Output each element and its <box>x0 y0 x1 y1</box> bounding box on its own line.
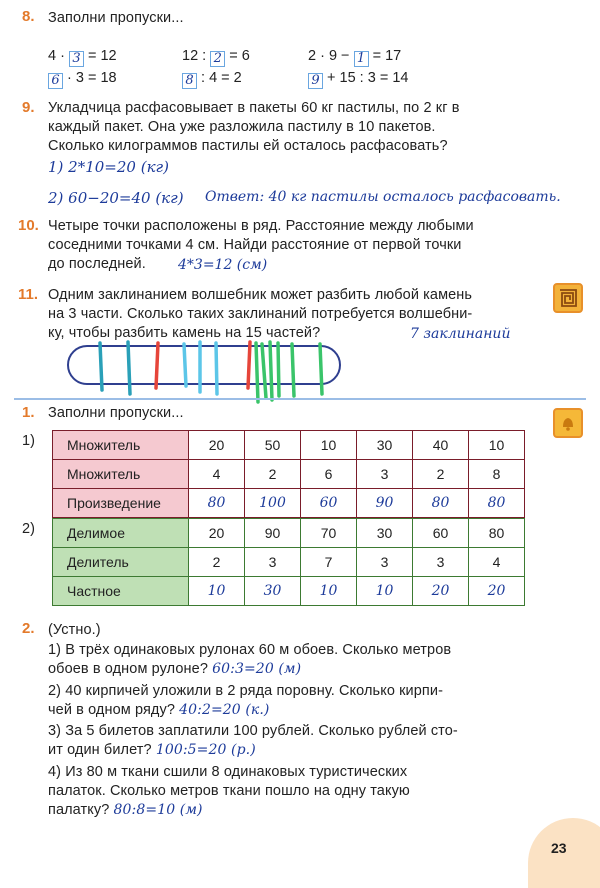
page-number: 23 <box>551 840 567 856</box>
task-11-text: Одним заклинанием волшебник может разбить любой камень на 3 части. Сколько таких заклинаний потребуется волшебни- ку, чтобы разбить камень на 15 частей? <box>48 287 473 341</box>
t2-cell[interactable]: 10 <box>301 577 357 606</box>
subtask-1-label: 1) <box>22 433 36 449</box>
t11-hw: 7 заклинаний <box>410 326 511 342</box>
task-1-number: 1. <box>22 404 35 421</box>
t8-eq-5: 8 : 4 = 2 <box>182 70 242 89</box>
t1-cell[interactable]: 90 <box>357 489 413 518</box>
t8-eq-4: 6 · 3 = 18 <box>48 70 117 89</box>
t1-row-label: Множитель <box>53 460 189 489</box>
t1-cell[interactable]: 100 <box>245 489 301 518</box>
task-9-number: 9. <box>22 99 35 116</box>
t8-box-2[interactable]: 2 <box>210 51 225 67</box>
t9-hw-1: 1) 2*10=20 (кг) <box>48 158 169 176</box>
t1-cell[interactable]: 80 <box>189 489 245 518</box>
t2-item-3: 3) За 5 билетов заплатили 100 рублей. Сколько рублей сто- ит один билет? 100:5=20 (р.) <box>48 723 458 758</box>
t1-cell: 30 <box>357 431 413 460</box>
t2-cell: 3 <box>245 548 301 577</box>
t1-cell: 2 <box>245 460 301 489</box>
t1-cell[interactable]: 80 <box>413 489 469 518</box>
task-10-number: 10. <box>18 217 39 234</box>
t2-cell: 30 <box>357 519 413 548</box>
table-multiplication <box>52 430 525 518</box>
task-8-number: 8. <box>22 8 35 25</box>
t1-row-label: Множитель <box>53 431 189 460</box>
t2-cell: 4 <box>469 548 525 577</box>
task-8-title: Заполни пропуски... <box>48 10 184 26</box>
t2-item-2: 2) 40 кирпичей уложили в 2 ряда поровну. Сколько кирпи- чей в одном ряду? 40:2=20 (к.) <box>48 683 443 718</box>
spiral-icon <box>553 283 583 313</box>
section-divider <box>14 398 586 400</box>
t10-hw: 4*3=12 (см) <box>178 257 268 273</box>
task-11-number: 11. <box>18 286 39 303</box>
task-1-title: Заполни пропуски... <box>48 405 184 421</box>
t2-cell: 3 <box>413 548 469 577</box>
t2-row <box>53 548 525 577</box>
t2-row-label: Частное <box>53 577 189 606</box>
t2-cell: 90 <box>245 519 301 548</box>
t2-cell[interactable]: 20 <box>469 577 525 606</box>
t8-eq-1: 4 · 3 = 12 <box>48 48 117 66</box>
task-2-number: 2. <box>22 620 35 637</box>
t2-item-4: 4) Из 80 м ткани сшили 8 одинаковых туристических палаток. Сколько метров ткани пошло на одну такую палатку? 80:8=10 (м) <box>48 764 410 818</box>
t2-item-2-hw: 40:2=20 (к.) <box>179 702 270 718</box>
bell-icon <box>553 408 583 438</box>
t8-eq-6: 9 + 15 : 3 = 14 <box>308 70 408 89</box>
t1-cell: 20 <box>189 431 245 460</box>
t2-cell: 7 <box>301 548 357 577</box>
t2-item-1: 1) В трёх одинаковых рулонах 60 м обоев. Сколько метров обоев в одном рулоне? 60:3=20 (м) <box>48 642 452 677</box>
t2-cell: 20 <box>189 519 245 548</box>
t1-cell: 50 <box>245 431 301 460</box>
t2-cell: 80 <box>469 519 525 548</box>
table-division <box>52 518 525 606</box>
t8-eq-3: 2 · 9 − 1 = 17 <box>308 48 402 66</box>
t1-row-label: Произведение <box>53 489 189 518</box>
t1-cell: 3 <box>357 460 413 489</box>
t2-cell[interactable]: 10 <box>357 577 413 606</box>
t9-hw-2: 2) 60−20=40 (кг) <box>48 189 184 207</box>
t8-box-1[interactable]: 3 <box>69 51 84 67</box>
t2-item-1-hw: 60:3=20 (м) <box>212 661 302 677</box>
task-10-text: Четыре точки расположены в ряд. Расстояние между любыми соседними точками 4 см. Найди расстояние от первой точки до последней. <box>48 218 474 272</box>
t1-row <box>53 460 525 489</box>
t1-cell: 10 <box>469 431 525 460</box>
t2-row-label: Делитель <box>53 548 189 577</box>
t2-cell: 70 <box>301 519 357 548</box>
t2-row <box>53 519 525 548</box>
task-2-title: (Устно.) <box>48 622 101 638</box>
t1-cell[interactable]: 60 <box>301 489 357 518</box>
subtask-2-label: 2) <box>22 521 36 537</box>
t8-box-3[interactable]: 1 <box>354 51 369 67</box>
t1-cell: 6 <box>301 460 357 489</box>
t2-cell[interactable]: 20 <box>413 577 469 606</box>
t2-item-3-hw: 100:5=20 (р.) <box>155 742 256 758</box>
t8-eq-2: 12 : 2 = 6 <box>182 48 250 66</box>
t1-cell: 8 <box>469 460 525 489</box>
t8-box-6[interactable]: 9 <box>308 73 323 89</box>
t2-cell: 60 <box>413 519 469 548</box>
t8-box-4[interactable]: 6 <box>48 73 63 89</box>
t2-row-label: Делимое <box>53 519 189 548</box>
t2-item-4-hw: 80:8=10 (м) <box>113 802 203 818</box>
t1-cell: 40 <box>413 431 469 460</box>
t2-row <box>53 577 525 606</box>
t2-cell: 3 <box>357 548 413 577</box>
t1-cell[interactable]: 80 <box>469 489 525 518</box>
t9-hw-answer: Ответ: 40 кг пастилы осталось расфасовать. <box>205 189 561 205</box>
t8-box-5[interactable]: 8 <box>182 73 197 89</box>
t2-cell: 2 <box>189 548 245 577</box>
t1-row <box>53 489 525 518</box>
t2-cell[interactable]: 10 <box>189 577 245 606</box>
t1-cell: 4 <box>189 460 245 489</box>
t1-cell: 2 <box>413 460 469 489</box>
task-9-text: Укладчица расфасовывает в пакеты 60 кг пастилы, по 2 кг в каждый пакет. Она уже разложила пастилу в 10 пакетов. Сколько килограммов пастилы ей осталось расфасовать? <box>48 100 460 154</box>
t2-cell[interactable]: 30 <box>245 577 301 606</box>
t1-row <box>53 431 525 460</box>
t1-cell: 10 <box>301 431 357 460</box>
